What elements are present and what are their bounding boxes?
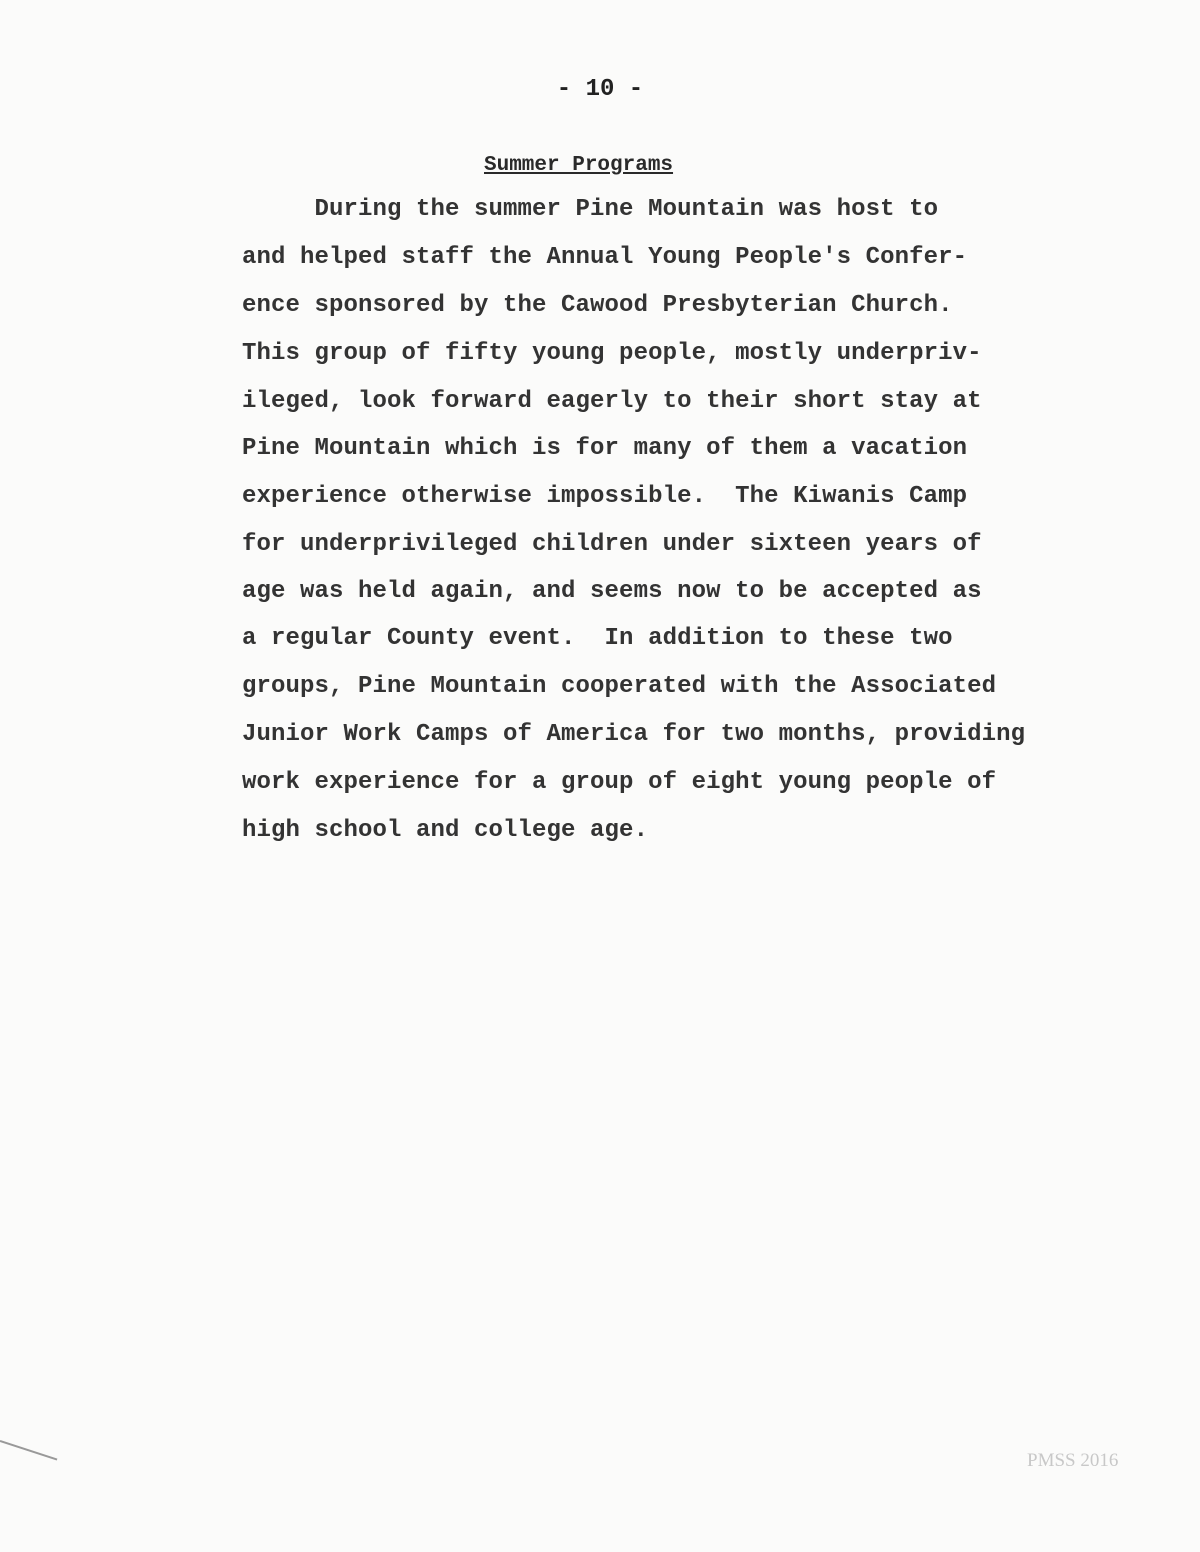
text-line: ence sponsored by the Cawood Presbyterian Church.	[242, 292, 953, 319]
page-edge-mark	[0, 1440, 57, 1460]
text-line: a regular County event. In addition to these two	[242, 625, 953, 652]
section-title: Summer Programs	[484, 154, 674, 177]
text-line: for underprivileged children under sixteen years of	[242, 531, 982, 558]
text-line: and helped staff the Annual Young People's Confer-	[242, 244, 968, 271]
text-line: This group of fifty young people, mostly underpriv-	[242, 340, 982, 367]
text-line: Junior Work Camps of America for two months, providing	[242, 721, 1026, 748]
text-line: ileged, look forward eagerly to their short stay at	[242, 388, 982, 415]
watermark: PMSS 2016	[1027, 1450, 1119, 1471]
text-line: work experience for a group of eight young people of	[242, 769, 997, 796]
page-number: - 10 -	[556, 76, 644, 103]
text-line: experience otherwise impossible. The Kiwanis Camp	[242, 483, 968, 510]
text-line: high school and college age.	[242, 817, 649, 844]
text-line: Pine Mountain which is for many of them a vacation	[242, 435, 968, 462]
text-line: groups, Pine Mountain cooperated with the Associated	[242, 673, 997, 700]
text-line: age was held again, and seems now to be accepted as	[242, 578, 982, 605]
text-line: During the summer Pine Mountain was host to	[242, 196, 939, 223]
